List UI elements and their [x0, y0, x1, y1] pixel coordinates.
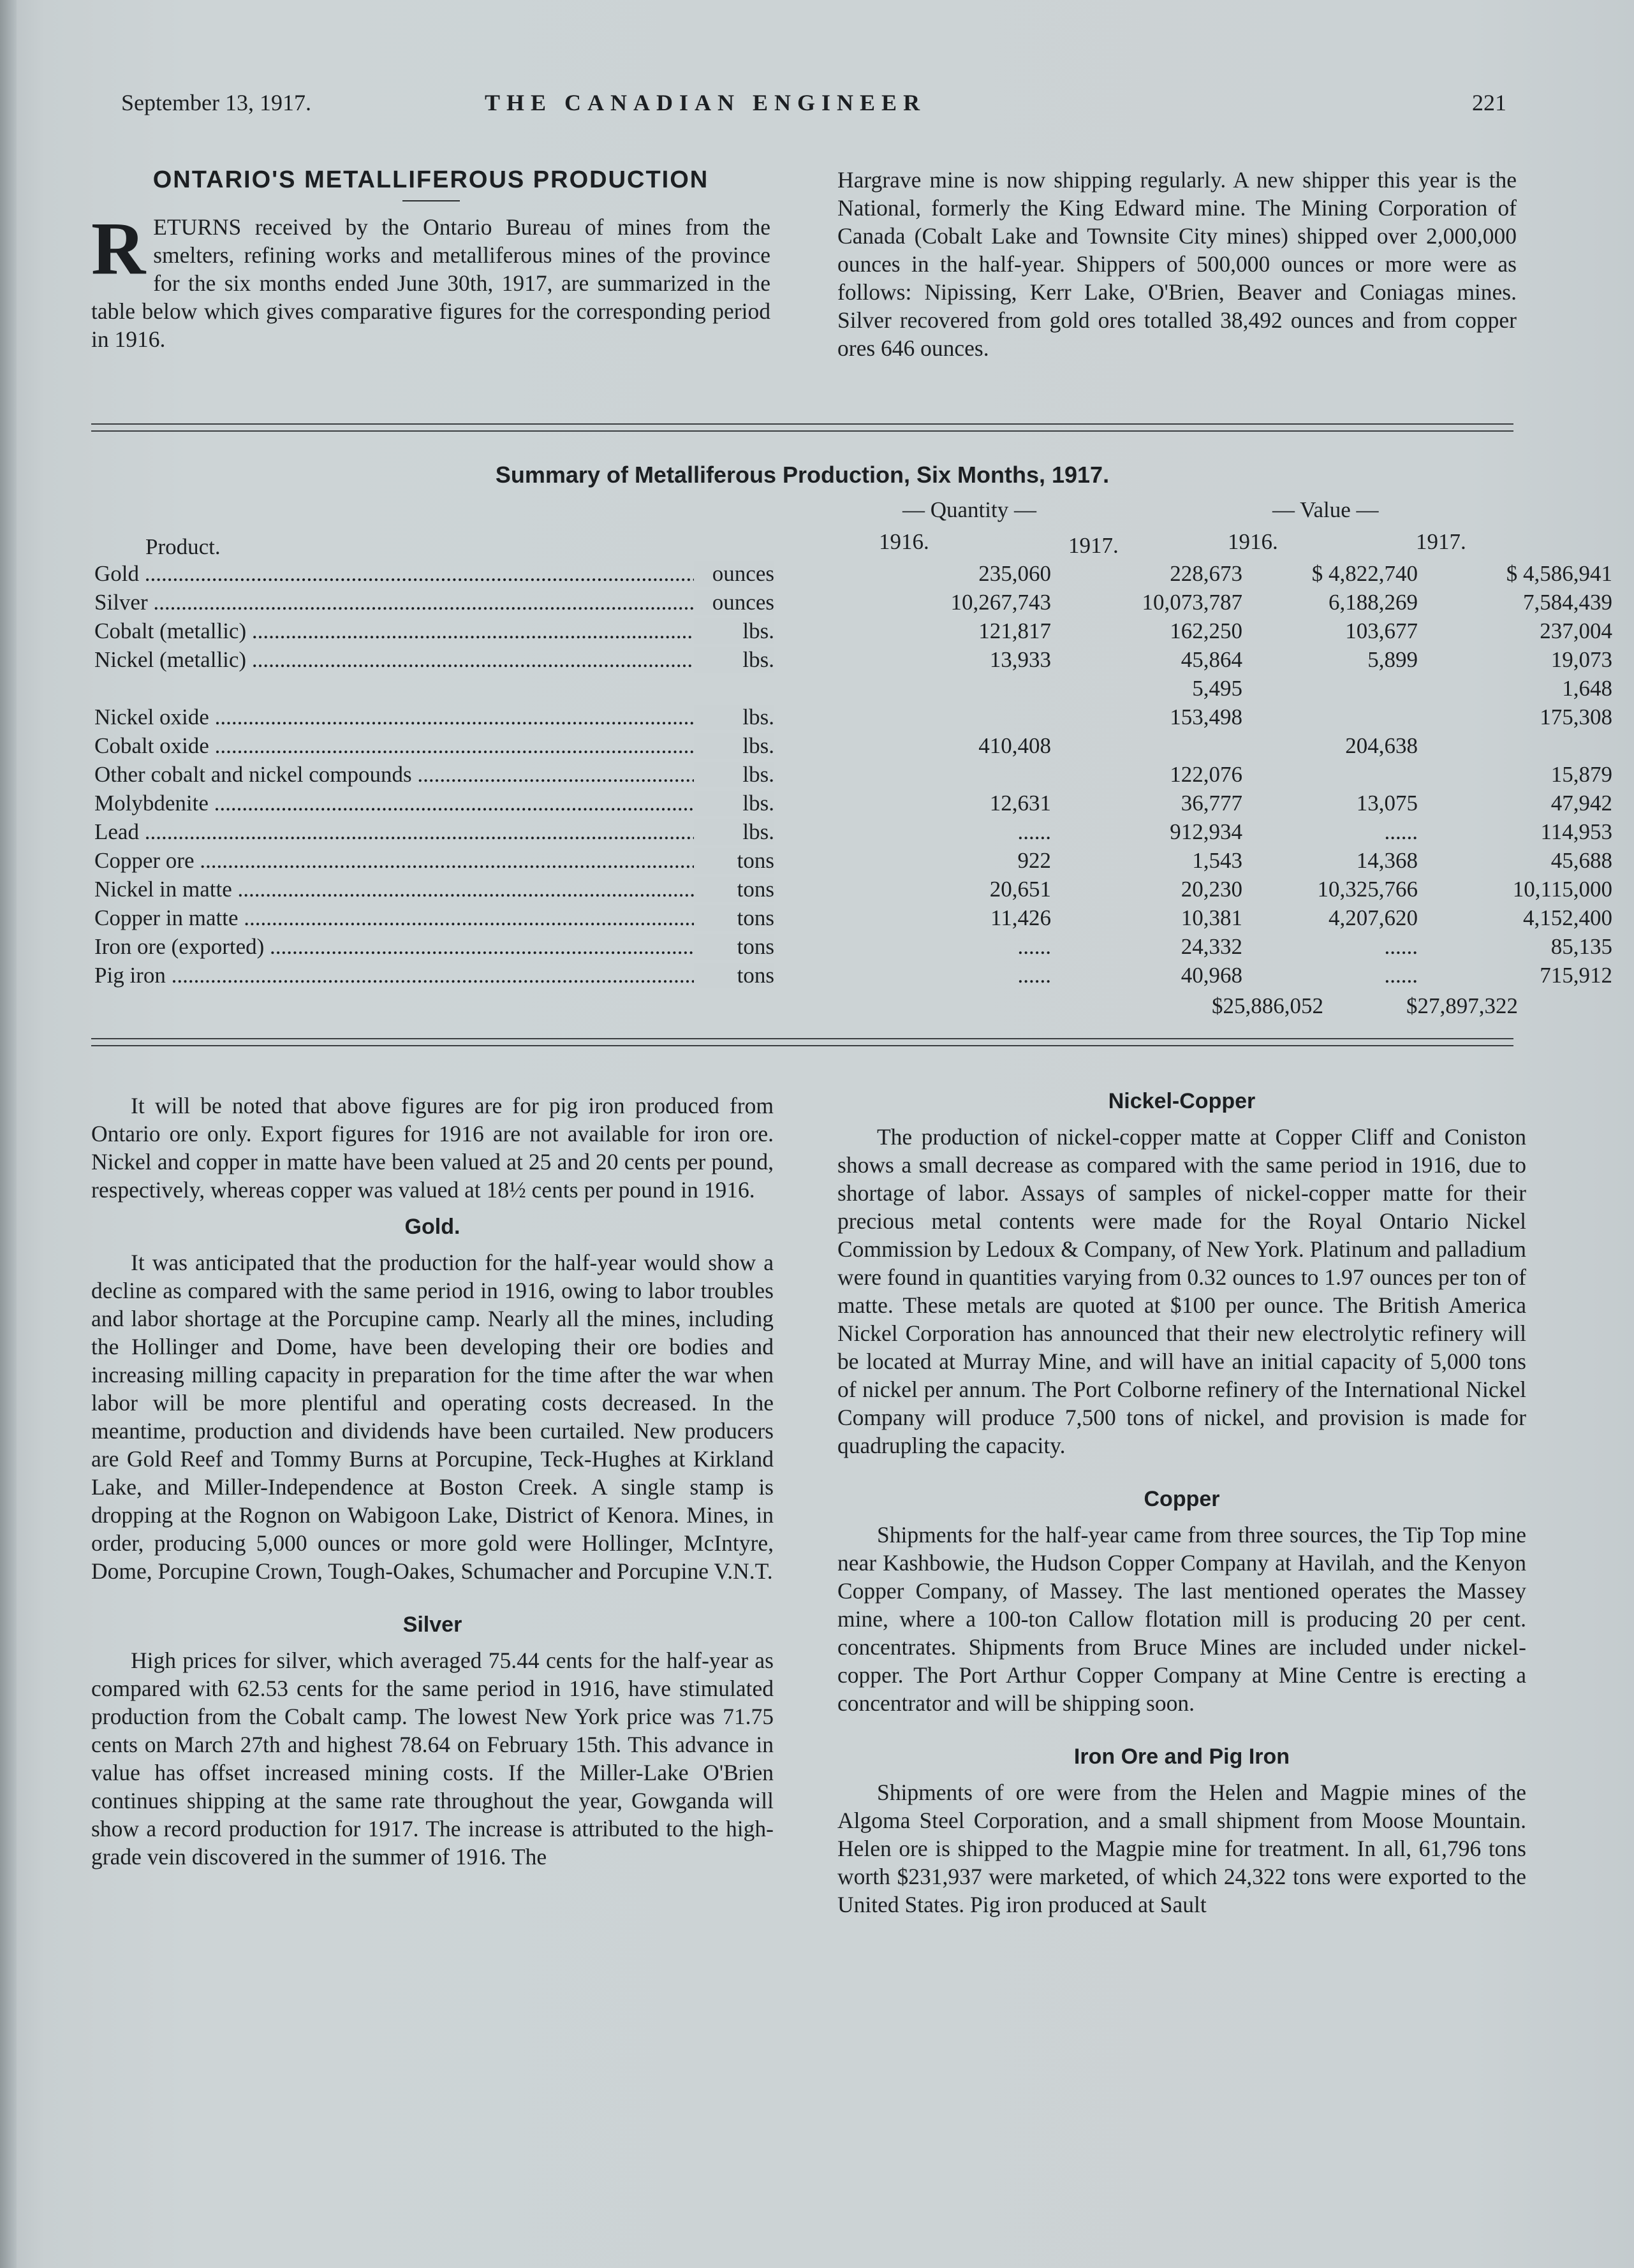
journal-title: THE CANADIAN ENGINEER	[485, 90, 927, 115]
product-cell: Other cobalt and nickel compounds .....	[94, 762, 770, 787]
quantity-1917-cell: 228,673	[1170, 561, 1242, 586]
silver-paragraph: High prices for silver, which averaged 75.44 cents for the half-year as compared with 62.53 cents for the same period in 1916, have stimulated production from the Cobalt camp. The lowest New York price was 71.75 cents on March 27th and highest 78.64 on February 15th. This advance in value has offset increased mining costs. If the Miller-Lake O'Brien continues shipping at the same rate throughout the year, Gowganda will show a record production for 1917. The increase is attributed to the high-grade vein discovered in the summer of 1916. The	[91, 1648, 774, 1869]
table-row	[94, 676, 1612, 704]
body-right-column	[837, 1087, 1526, 1919]
value-1916-cell: $ 4,822,740	[1311, 561, 1418, 586]
unit-cell: tons	[694, 905, 774, 931]
gold-paragraph: It was anticipated that the production for the half-year would show a decline as compared with the same period in 1916, owing to labor troubles and labor shortage at the Porcupine camp. Nearly all the mines, including the Hollinger and Dome, have been developing their ore bodies and increasing milling capacity in preparation for the time after the war when labor will be more plentiful and operating costs decreased. In the meantime, production and dividends have been curtailed. New producers are Gold Reef and Tommy Burns at Porcupine, Teck-Hughes at Kirkland Lake, and Miller-Independence at Boston Creek. A single stamp is dropping at the Rognon on Wabigoon Lake, District of Kenora. Mines, in order, producing 5,000 ounces or more gold were Hollinger, McIntyre, Dome, Porcupine Crown, Tough-Oakes, Schumacher and Porcupine V.N.T.	[91, 1250, 774, 1584]
quantity-1916-cell: 11,426	[990, 905, 1051, 930]
gold-heading: Gold.	[404, 1215, 460, 1239]
unit-cell: tons	[694, 877, 774, 902]
unit-cell: lbs.	[694, 762, 774, 787]
quantity-1917-cell: 1,543	[1192, 848, 1242, 873]
unit-cell: lbs.	[694, 819, 774, 845]
table-row	[94, 877, 1612, 905]
quantity-1916-cell: 20,651	[989, 877, 1051, 902]
product-cell: Silver .....	[94, 590, 770, 615]
product-cell: Gold .....	[94, 561, 770, 587]
nickel-copper-heading: Nickel-Copper	[1108, 1089, 1256, 1113]
table-row	[94, 848, 1612, 876]
silver-heading: Silver	[402, 1613, 462, 1637]
copper-paragraph: Shipments for the half-year came from three sources, the Tip Top mine near Kashbowie, the Hudson Copper Company at Havilah, and the Kenyon Copper Company, of Massey. The last mentioned operates the Massey mine, where a 100-ton Callow flotation mill is producing 20 per cent. concentrates. Shipments from Bruce Mines are included under nickel-copper. The Port Arthur Copper Company at Mine Centre is erecting a concentrator and will be shipping soon.	[837, 1522, 1526, 1716]
table-row	[94, 934, 1612, 962]
quantity-1917-cell: 10,381	[1181, 905, 1242, 930]
value-1916-cell: 4,207,620	[1329, 905, 1418, 930]
unit-cell: ounces	[694, 590, 774, 615]
table-bottom-rule	[91, 1038, 1513, 1046]
product-cell: Nickel in matte .....	[94, 877, 770, 902]
drop-cap: R	[91, 207, 146, 290]
quantity-1916-cell: 10,267,743	[950, 590, 1051, 615]
value-1916-cell: 103,677	[1345, 618, 1418, 643]
value-1917-cell: $ 4,586,941	[1506, 561, 1612, 586]
year-header-qty-1916: 1916.	[879, 529, 929, 554]
quantity-1916-cell: 922	[1017, 848, 1051, 873]
value-1916-cell: 13,075	[1356, 791, 1418, 816]
table-title: Summary of Metalliferous Production, Six Months, 1917.	[495, 462, 1110, 488]
unit-cell: lbs.	[694, 791, 774, 816]
total-value-1916: $25,886,052	[1212, 993, 1323, 1018]
unit-cell: tons	[694, 848, 774, 874]
table-row	[94, 963, 1612, 991]
table-top-rule	[91, 423, 1513, 432]
value-1916-cell: 6,188,269	[1329, 590, 1418, 615]
quantity-1916-cell: 121,817	[978, 618, 1051, 643]
product-cell: Pig iron .....	[94, 963, 770, 988]
table-row	[94, 762, 1612, 790]
iron-heading: Iron Ore and Pig Iron	[1073, 1745, 1290, 1769]
value-1917-cell: 4,152,400	[1523, 905, 1612, 930]
quantity-1917-cell: 153,498	[1170, 705, 1242, 729]
value-1917-cell: 1,648	[1562, 676, 1612, 701]
table-row	[94, 561, 1612, 589]
table-row	[94, 647, 1612, 675]
value-1917-cell: 15,879	[1550, 762, 1612, 787]
quantity-1917-cell: 45,864	[1181, 647, 1242, 672]
value-1917-cell: 175,308	[1540, 705, 1612, 729]
issue-date: September 13, 1917.	[121, 90, 311, 115]
unit-cell: ounces	[694, 561, 774, 587]
value-1917-cell: 7,584,439	[1523, 590, 1612, 615]
quantity-1917-cell: 10,073,787	[1142, 590, 1242, 615]
table-row	[94, 791, 1612, 819]
product-cell: Nickel (metallic) .....	[94, 647, 770, 673]
product-cell: Copper in matte .....	[94, 905, 770, 931]
unit-cell: lbs.	[694, 705, 774, 730]
running-head	[121, 89, 1506, 128]
unit-cell: lbs.	[694, 647, 774, 673]
value-group-header: — Value —	[1272, 497, 1379, 522]
title-rule	[402, 200, 460, 201]
nickel-copper-paragraph: The production of nickel-copper matte at Copper Cliff and Coniston shows a small decrease as compared with the same period in 1916, due to shortage of labor. Assays of samples of nickel-copper matte for their precious metal contents were made for the Royal Ontario Nickel Commission by Ledoux & Company, of New York. Platinum and palladium were found in quantities varying from 0.32 ounces to 1.97 ounces per ton of matte. These metals are quoted at $100 per ounce. The British America Nickel Corporation has announced that their new electrolytic refinery will be located at Murray Mine, and will have an initial capacity of 5,000 tons of nickel per annum. The Port Colborne refinery of the International Nickel Company will produce 7,500 tons of nickel, and provision is made for quadrupling the capacity.	[837, 1124, 1526, 1458]
value-1916-cell: 10,325,766	[1317, 877, 1418, 902]
unit-cell: lbs.	[694, 733, 774, 759]
value-1916-cell: ......	[1384, 819, 1418, 844]
quantity-1916-cell: ......	[1017, 819, 1051, 844]
value-1916-cell: ......	[1384, 934, 1418, 959]
unit-cell: lbs.	[694, 618, 774, 644]
iron-paragraph: Shipments of ore were from the Helen and Magpie mines of the Algoma Steel Corporation, and a small shipment from Moose Mountain. Helen ore is shipped to the Magpie mine for treatment. In all, 61,796 tons worth $231,937 were marketed, of which 24,322 tons were exported to the United States. Pig iron produced at Sault	[837, 1780, 1526, 1917]
year-header-val-1916: 1916.	[1228, 529, 1278, 554]
value-1916-cell: 5,899	[1367, 647, 1418, 672]
unit-cell: tons	[694, 934, 774, 960]
page-number: 221	[1472, 90, 1506, 115]
value-1917-cell: 237,004	[1540, 618, 1612, 643]
total-value-1917: $27,897,322	[1406, 993, 1518, 1018]
quantity-1917-cell: 20,230	[1181, 877, 1242, 902]
value-1917-cell: 45,688	[1550, 848, 1612, 873]
year-header-qty-1917: 1917.	[1068, 533, 1119, 558]
quantity-1917-cell: 40,968	[1181, 963, 1242, 988]
article-title: ONTARIO'S METALLIFEROUS PRODUCTION	[152, 166, 709, 193]
product-cell: Molybdenite .....	[94, 791, 770, 816]
value-1917-cell: 47,942	[1550, 791, 1612, 816]
value-1917-cell: 19,073	[1550, 647, 1612, 672]
quantity-1917-cell: 122,076	[1170, 762, 1242, 787]
value-1917-cell: 85,135	[1550, 934, 1612, 959]
table-row	[94, 733, 1523, 761]
intro-paragraph	[91, 207, 770, 353]
quantity-1916-cell: 235,060	[978, 561, 1051, 586]
product-cell: Cobalt oxide .....	[94, 733, 770, 759]
binding-spine	[0, 0, 17, 2268]
value-1917-cell: 114,953	[1540, 819, 1612, 844]
quantity-1917-cell: 162,250	[1170, 618, 1242, 643]
table-row	[94, 905, 1612, 933]
intro-right-column	[837, 166, 1517, 362]
product-cell: Copper ore .....	[94, 848, 770, 874]
value-1916-cell: 204,638	[1345, 733, 1418, 758]
quantity-group-header: — Quantity —	[902, 497, 1036, 522]
table-row	[94, 618, 1612, 647]
product-cell: Lead .....	[94, 819, 770, 845]
value-1916-cell: 14,368	[1356, 848, 1418, 873]
product-header: Product.	[145, 534, 221, 559]
year-header-val-1917: 1917.	[1416, 529, 1466, 554]
intro-left-column	[91, 166, 770, 353]
quantity-1916-cell: ......	[1017, 934, 1051, 959]
quantity-1916-cell: 12,631	[989, 791, 1051, 816]
note-paragraph: It will be noted that above figures are for pig iron produced from Ontario ore only. Export figures for 1916 are not available for iron ore. Nickel and copper in matte have been valued at 25 and 20 cents per pound, respectively, whereas copper was valued at 18½ cents per pound in 1916.	[91, 1093, 774, 1203]
quantity-1916-cell: 410,408	[978, 733, 1051, 758]
table-row	[94, 819, 1612, 847]
table-row	[94, 590, 1612, 618]
table-row	[94, 705, 1612, 733]
intro-text: ETURNS received by the Ontario Bureau of mines from the smelters, refining works and metalliferous mines of the province for the six months ended June 30th, 1917, are summarized in the table below which gives comparative figures for the corresponding period in 1916.	[91, 214, 770, 352]
unit-cell: tons	[694, 963, 774, 988]
value-1916-cell: ......	[1384, 963, 1418, 988]
product-cell: Cobalt (metallic) .....	[94, 618, 770, 644]
value-1917-cell: 715,912	[1540, 963, 1612, 988]
body-left-column	[91, 1092, 774, 1871]
product-cell: Nickel oxide .....	[94, 705, 770, 730]
copper-heading: Copper	[1144, 1487, 1220, 1511]
intro-continued: Hargrave mine is now shipping regularly. A new shipper this year is the National, formerly the King Edward mine. The Mining Corporation of Canada (Cobalt Lake and Townsite City mines) shipped over 2,000,000 ounces in the half-year. Shippers of 500,000 ounces or more were as follows: Nipissing, Kerr Lake, O'Brien, Beaver and Coniagas mines. Silver recovered from gold ores totalled 38,492 ounces and from copper ores 646 ounces.	[837, 167, 1517, 361]
quantity-1917-cell: 36,777	[1181, 791, 1242, 816]
value-1917-cell: 10,115,000	[1512, 877, 1612, 902]
product-cell: Iron ore (exported) .....	[94, 934, 770, 960]
quantity-1916-cell: 13,933	[989, 647, 1051, 672]
quantity-1917-cell: 24,332	[1181, 934, 1242, 959]
quantity-1917-cell: 5,495	[1192, 676, 1242, 701]
quantity-1917-cell: 912,934	[1170, 819, 1242, 844]
quantity-1916-cell: ......	[1017, 963, 1051, 988]
